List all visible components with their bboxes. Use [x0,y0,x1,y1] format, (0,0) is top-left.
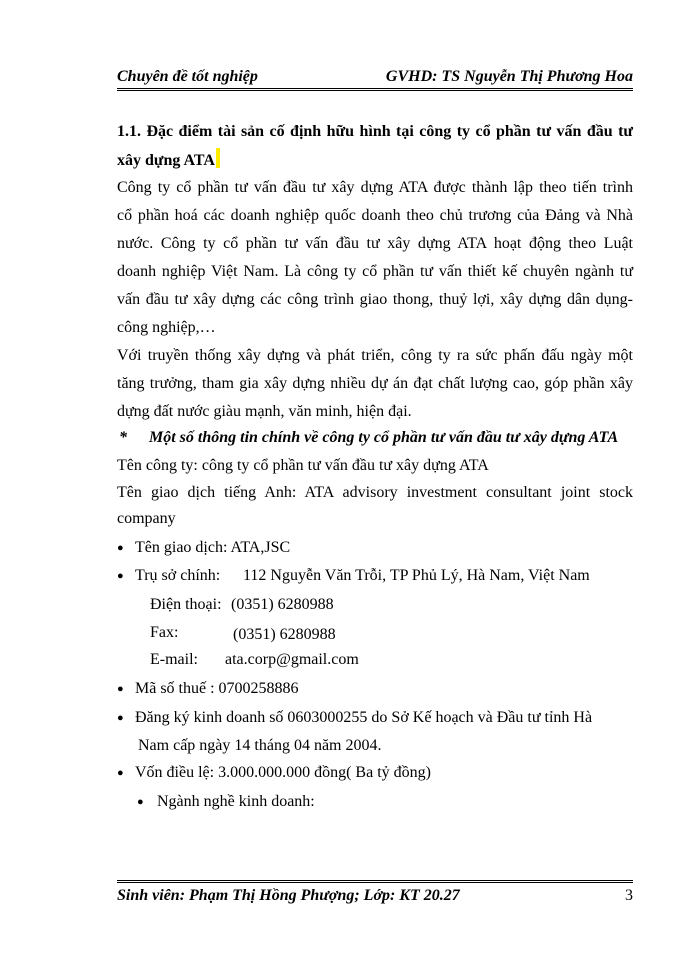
phone-value: (0351) 6280988 [231,596,334,613]
hq-label: Trụ sở chính: [135,567,221,584]
registration-line-2: Nam cấp ngày 14 tháng 04 năm 2004. [138,737,382,754]
tax-code-line: Mã số thuế : 0700258886 [135,680,299,697]
paragraph-1-line-2: cổ phần hoá các doanh nghiệp quốc doanh theo chủ trương của Đảng và Nhà [117,207,633,224]
phone-label: Điện thoại: [150,596,222,613]
info-heading [119,426,618,450]
paragraph-1-line-1: Công ty cổ phần tư vấn đầu tư xây dựng ATA được thành lập theo tiến trình [117,179,633,196]
company-english-line-1: Tên giao dịch tiếng Anh: ATA advisory investment consultant joint stock [117,484,633,501]
fax-value: (0351) 6280988 [233,626,336,643]
business-line: Ngành nghề kinh doanh: [157,793,315,810]
paragraph-2-line-2: tăng trưởng, tham gia xây dựng nhiều dự án đạt chất lượng cao, góp phần xây [117,375,633,392]
capital-line: Vốn điều lệ: 3.000.000.000 đồng( Ba tỷ đồng) [135,764,431,781]
page-footer [117,880,633,913]
bullet-icon: ● [117,570,124,582]
bullet-icon: ● [117,683,124,695]
bullet-icon: ● [117,542,124,554]
registration-line-1: Đăng ký kinh doanh số 0603000255 do Sở Kế hoạch và Đầu tư tỉnh Hà [135,709,593,726]
company-english-line-2: company [117,510,176,527]
info-heading-text: Một số thông tin chính về công ty cổ phần tư vấn đầu tư xây dựng ATA [149,429,619,446]
paragraph-2-line-1: Với truyền thống xây dựng và phát triển, công ty ra sức phấn đấu ngày một [117,347,633,364]
header-right: GVHD: TS Nguyễn Thị Phương Hoa [385,68,633,85]
page-number: 3 [625,887,633,904]
paragraph-1-line-3: nước. Công ty cổ phần tư vấn đầu tư xây dựng ATA hoạt động theo Luật [117,235,633,252]
paragraph-1-line-4: doanh nghiệp Việt Nam. Là công ty cổ phần tư vấn thiết kế chuyên ngành tư [117,263,633,280]
footer-student: Sinh viên: Phạm Thị Hồng Phượng; Lớp: KT 20.27 [117,887,460,904]
paragraph-2-line-3: dựng đất nước giàu mạnh, văn minh, hiện đại. [117,403,412,420]
trade-name-line: Tên giao dịch: ATA,JSC [135,539,291,556]
paragraph-1-line-5: vấn đầu tư xây dựng các công trình giao thong, thuỷ lợi, xây dựng dân dụng- [117,291,633,308]
header-left: Chuyên đề tốt nghiệp [117,68,258,85]
email-value: ata.corp@gmail.com [225,651,359,668]
fax-label: Fax: [150,624,179,641]
asterisk-marker: * [119,429,127,446]
section-heading-line-1: 1.1. Đặc điểm tài sản cố định hữu hình tại công ty cổ phần tư vấn đầu tư [117,123,633,140]
hq-value: 112 Nguyễn Văn Trỗi, TP Phủ Lý, Hà Nam, Việt Nam [243,567,590,584]
bullet-icon: ● [117,767,124,779]
page-header [117,62,633,91]
company-name-line: Tên công ty: công ty cổ phần tư vấn đầu tư xây dựng ATA [117,457,489,474]
text-cursor-highlight [216,148,220,168]
section-heading-line-2: xây dựng ATA [117,148,220,172]
bullet-icon: ● [117,712,124,724]
bullet-icon: ● [137,796,144,808]
paragraph-1-line-6: công nghiệp,… [117,319,216,336]
email-label: E-mail: [150,651,198,668]
